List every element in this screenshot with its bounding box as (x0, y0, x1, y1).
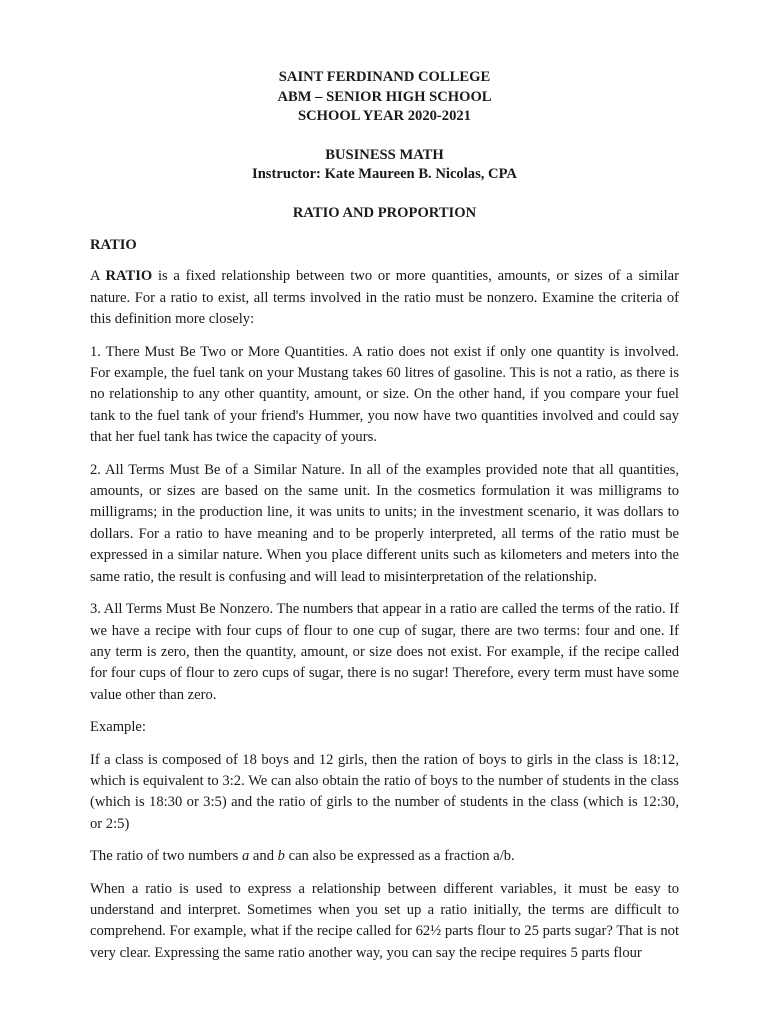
instructor-line: Instructor: Kate Maureen B. Nicolas, CPA (252, 166, 517, 182)
ratio-term: RATIO (105, 268, 153, 285)
topic-title: RATIO AND PROPORTION (292, 204, 477, 221)
fraction-paragraph: The ratio of two numbers a and b can also be expressed as a fraction a/b. (90, 848, 515, 865)
criterion-2-paragraph: 2. All Terms Must Be of a Similar Nature. In all of the examples provided note that all quantities, amounts, or sizes are based on the same unit. In the cosmetics formulation it was milligrams to milligrams; in the production line, it was units to units; in the investment scenario, it was dollars to dollars. For a ratio to have meaning and to be properly interpreted, all terms of the ratio must be expressed in a similar nature. When you place different units such as kilometers and meters into the same ratio, the result is confusing and will lead to misinterpretation of the relationship. (90, 461, 679, 585)
criterion-1-paragraph: 1. There Must Be Two or More Quantities. A ratio does not exist if only one quantity is involved. For example, the fuel tank on your Mustang takes 60 litres of gasoline. This is not a ratio, as there is no relationship to any other quantity, amount, or size. On the other hand, if you compare your fuel tank to the fuel tank of your friend's Hummer, you now have two quantities involved and could say that her fuel tank has twice the capacity of yours. (90, 343, 679, 446)
department: ABM – SENIOR HIGH SCHOOL (277, 88, 492, 105)
intro-paragraph: A RATIO is a fixed relationship between two or more quantities, amounts, or sizes of a similar nature. For a ratio to exist, all terms involved in the ratio must be nonzero. Examine the criteria of this definition more closely: (90, 268, 679, 328)
section-heading: RATIO (90, 237, 137, 253)
document-header (90, 68, 679, 223)
example-label: Example: (90, 719, 146, 736)
college-name: SAINT FERDINAND COLLEGE (278, 69, 491, 85)
example-paragraph: If a class is composed of 18 boys and 12 girls, then the ration of boys to girls in the class is 18:12, which is equivalent to 3:2. We can also obtain the ratio of boys to the number of students in the class (which is 18:30 or 3:5) and the ratio of girls to the number of students in the class (which is 12:30, or 2:5) (90, 751, 679, 832)
subject-title: BUSINESS MATH (325, 146, 444, 163)
last-paragraph: When a ratio is used to express a relationship between different variables, it must be easy to understand and interpret. Sometimes when you set up a ratio initially, the terms are difficult to comprehend. For example, what if the recipe called for 62½ parts flour to 25 parts sugar? That is not very clear. Expressing the same ratio another way, you can say the recipe requires 5 parts flour (90, 880, 679, 961)
criterion-3-paragraph: 3. All Terms Must Be Nonzero. The numbers that appear in a ratio are called the terms of the ratio. If we have a recipe with four cups of flour to one cup of sugar, there are two terms: four and one. If any term is zero, then the quantity, amount, or size does not exist. For example, if the recipe called for four cups of flour to zero cups of sugar, there is no sugar! Therefore, every term must have some value other than zero. (90, 601, 679, 703)
school-year: SCHOOL YEAR 2020-2021 (298, 108, 471, 124)
